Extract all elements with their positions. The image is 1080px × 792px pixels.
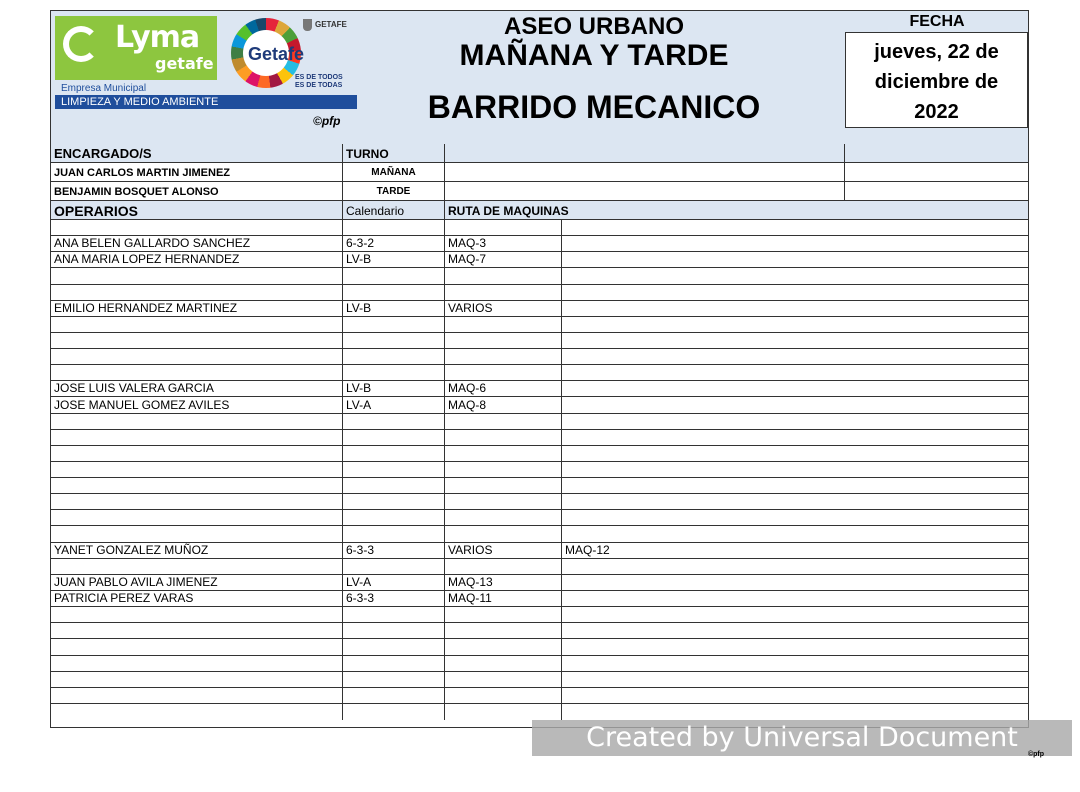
footer-pfp: ©pfp — [1028, 751, 1045, 758]
operario-name: JOSE MANUEL GOMEZ AVILES — [54, 397, 230, 412]
operario-row — [51, 252, 1028, 268]
operario-row — [51, 559, 1028, 575]
sheet-header — [51, 11, 1028, 145]
operario-ruta: VARIOS — [448, 542, 493, 557]
getafe-slogan: ES DE TODOS ES DE TODAS — [295, 74, 343, 89]
encargados-header-row — [51, 144, 1028, 163]
title-manana-tarde: MAÑANA Y TARDE — [459, 39, 729, 72]
operario-row — [51, 494, 1028, 510]
fecha-value: jueves, 22 de diciembre de 2022 — [874, 41, 999, 123]
operario-row — [51, 510, 1028, 526]
lyma-brand-text: Lyma — [115, 20, 200, 55]
operarios-header: OPERARIOS — [54, 203, 139, 219]
operario-name: ANA MARIA LOPEZ HERNANDEZ — [54, 252, 240, 267]
limpieza-band: LIMPIEZA Y MEDIO AMBIENTE — [55, 95, 357, 109]
operario-row — [51, 397, 1028, 413]
operario-row — [51, 381, 1028, 397]
empresa-municipal-text: Empresa Municipal — [61, 83, 147, 94]
operario-row — [51, 478, 1028, 494]
operario-row — [51, 365, 1028, 381]
lyma-sub-text: getafe — [155, 54, 214, 73]
operario-name: JUAN PABLO AVILA JIMENEZ — [54, 574, 218, 589]
operario-ruta: MAQ-13 — [448, 574, 493, 589]
operario-name: JOSE LUIS VALERA GARCIA — [54, 381, 214, 396]
fecha-label: FECHA — [909, 13, 965, 30]
operario-ruta: MAQ-7 — [448, 252, 487, 267]
operario-row — [51, 688, 1028, 704]
operario-row — [51, 333, 1028, 349]
operario-ruta: VARIOS — [448, 300, 493, 315]
operario-calendario: LV-B — [346, 300, 372, 315]
operario-ruta: MAQ-8 — [448, 397, 487, 412]
operario-calendario: 6-3-3 — [346, 542, 375, 557]
operario-row — [51, 656, 1028, 672]
operario-ruta: MAQ-11 — [448, 591, 492, 606]
operario-name: YANET GONZALEZ MUÑOZ — [54, 542, 209, 557]
operario-row — [51, 462, 1028, 478]
operario-extra: MAQ-12 — [565, 542, 610, 557]
operario-row — [51, 301, 1028, 317]
operario-row — [51, 672, 1028, 688]
operario-calendario: 6-3-3 — [346, 591, 375, 606]
operario-calendario: LV-B — [346, 252, 372, 267]
operario-row — [51, 704, 1028, 720]
operario-row — [51, 639, 1028, 655]
encargados-header: ENCARGADO/S — [54, 146, 152, 161]
operario-row — [51, 220, 1028, 236]
operario-row — [51, 446, 1028, 462]
title-aseo-urbano: ASEO URBANO — [503, 13, 684, 40]
pfp-mark: ©pfp — [313, 114, 341, 128]
operario-calendario: LV-A — [346, 397, 372, 412]
operario-row — [51, 623, 1028, 639]
operario-row — [51, 236, 1028, 252]
operario-row — [51, 349, 1028, 365]
operario-row — [51, 430, 1028, 446]
operarios-header-row — [51, 201, 1028, 220]
operario-row — [51, 607, 1028, 623]
getafe-shield-icon — [303, 19, 312, 31]
operario-row — [51, 575, 1028, 591]
operario-row — [51, 317, 1028, 333]
encargado-turno: MAÑANA — [371, 167, 416, 178]
operario-name: EMILIO HERNANDEZ MARTINEZ — [54, 300, 238, 315]
lyma-logo-block — [55, 16, 217, 80]
operario-calendario: 6-3-2 — [346, 236, 375, 251]
operario-calendario: LV-B — [346, 381, 372, 396]
ruta-header: RUTA DE MAQUINAS — [448, 204, 569, 218]
lyma-getafe-logo — [55, 16, 357, 128]
calendario-header: Calendario — [346, 204, 405, 218]
operario-calendario: LV-A — [346, 574, 372, 589]
turno-header: TURNO — [346, 147, 389, 161]
fecha-box — [845, 32, 1028, 128]
watermark: Created by Universal Document Converter — [532, 720, 1072, 756]
operario-row — [51, 414, 1028, 430]
getafe-top-text: GETAFE — [315, 20, 347, 29]
schedule-sheet — [50, 10, 1029, 728]
operario-row — [51, 285, 1028, 301]
encargado-name: BENJAMIN BOSQUET ALONSO — [54, 186, 219, 198]
encargado-row — [51, 163, 1028, 182]
operario-row — [51, 526, 1028, 542]
lyma-swirl-icon — [63, 26, 99, 62]
title-barrido-mecanico: BARRIDO MECANICO — [427, 89, 761, 125]
operario-row — [51, 543, 1028, 559]
operario-ruta: MAQ-6 — [448, 381, 487, 396]
operario-row — [51, 591, 1028, 607]
encargado-name: JUAN CARLOS MARTIN JIMENEZ — [54, 167, 231, 179]
operario-row — [51, 268, 1028, 284]
getafe-logo-text: Getafe — [248, 44, 305, 64]
operario-name: ANA BELEN GALLARDO SANCHEZ — [54, 236, 251, 251]
encargado-turno: TARDE — [376, 186, 411, 197]
operario-name: PATRICIA PEREZ VARAS — [54, 591, 194, 606]
encargado-row — [51, 182, 1028, 201]
operario-ruta: MAQ-3 — [448, 236, 487, 251]
